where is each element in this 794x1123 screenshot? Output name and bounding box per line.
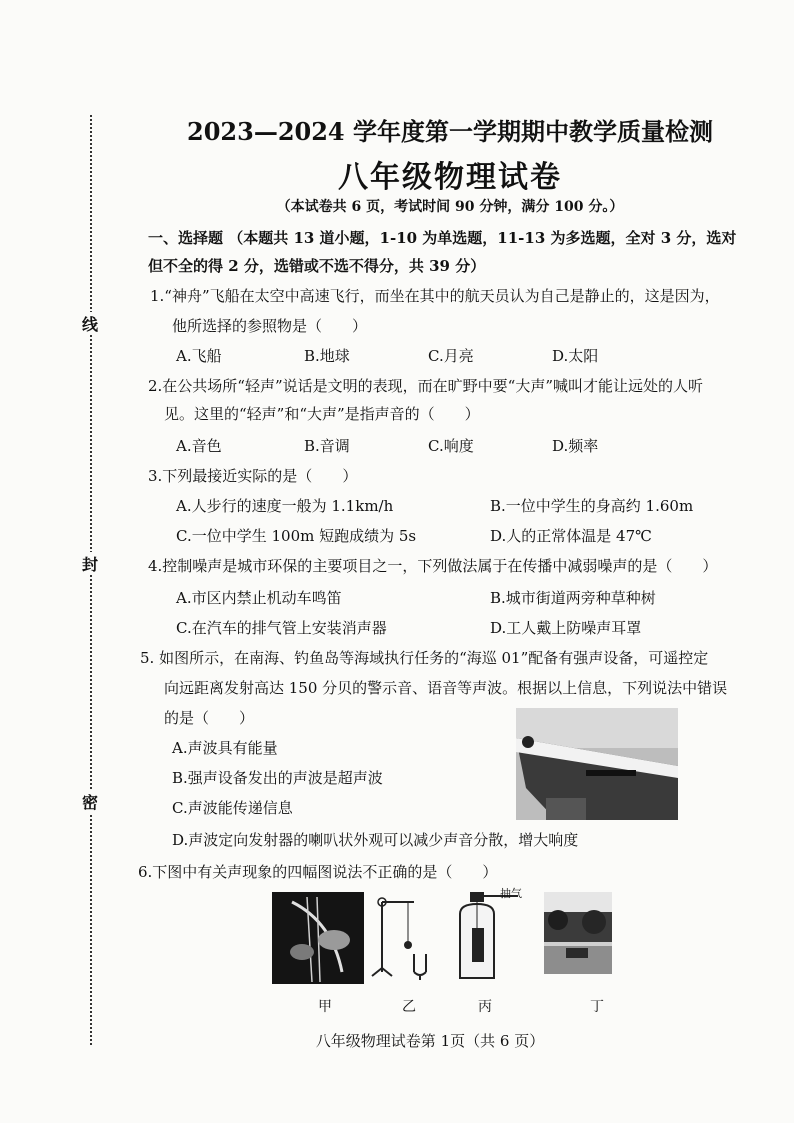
q5-option-a: A.声波具有能量 <box>172 739 278 757</box>
violin-illustration <box>272 892 364 984</box>
q4-stem: 4.控制噪声是城市环保的主要项目之一，下列做法属于在传播中减弱噪声的是（ ） <box>148 557 718 575</box>
fig-yi-tuning-fork <box>368 892 438 984</box>
margin-char-feng: 封 <box>78 552 102 575</box>
q4-option-b: B.城市街道两旁种草种树 <box>490 589 656 607</box>
fig-jia-violin <box>272 892 364 984</box>
margin-char-xian: 线 <box>78 312 102 335</box>
q1-option-c: C.月亮 <box>428 347 474 365</box>
ship-illustration <box>516 708 678 820</box>
q4-option-c: C.在汽车的排气管上安装消声器 <box>176 619 387 637</box>
q5-option-c: C.声波能传递信息 <box>172 799 293 817</box>
q1-option-d: D.太阳 <box>552 347 599 365</box>
q3-option-b: B.一位中学生的身高约 1.60m <box>490 497 694 515</box>
exam-note: （本试卷共 6 页，考试时间 90 分钟，满分 100 分。） <box>276 199 624 215</box>
street-illustration <box>544 892 612 974</box>
caption-bing: 丙 <box>478 999 492 1015</box>
q1-stem-line2: 他所选择的参照物是（ ） <box>172 317 368 335</box>
q4-option-d: D.工人戴上防噪声耳罩 <box>490 619 642 637</box>
q3-stem: 3.下列最接近实际的是（ ） <box>148 467 358 485</box>
q3-option-a: A.人步行的速度一般为 1.1km/h <box>176 497 394 515</box>
q2-option-c: C.响度 <box>428 437 474 455</box>
exam-subtitle: 八年级物理试卷 <box>338 160 562 195</box>
caption-jia: 甲 <box>318 999 332 1015</box>
q2-option-a: A.音色 <box>176 437 222 455</box>
q3-option-d: D.人的正常体温是 47℃ <box>490 527 652 545</box>
q5-stem-line2: 向远距离发射高达 150 分贝的警示音、语音等声波。根据以上信息，下列说法中错误 <box>164 679 728 697</box>
q4-option-a: A.市区内禁止机动车鸣笛 <box>176 589 342 607</box>
caption-yi: 乙 <box>402 999 416 1015</box>
binding-margin-line <box>90 115 92 1045</box>
q2-option-b: B.音调 <box>304 437 350 455</box>
q5-option-b: B.强声设备发出的声波是超声波 <box>172 769 383 787</box>
q1-option-a: A.飞船 <box>176 347 222 365</box>
section-heading-line1: 一、选择题 （本题共 13 道小题，1-10 为单选题，11-13 为多选题，全对 3 分，选对 <box>148 229 737 247</box>
q1-stem-line1: 1.“神舟”飞船在太空中高速飞行，而坐在其中的航天员认为自己是静止的，这是因为， <box>150 287 720 305</box>
q2-stem-line1: 2.在公共场所“轻声”说话是文明的表现，而在旷野中要“大声”喊叫才能让远处的人听 <box>148 377 703 395</box>
q5-ship-photo <box>516 708 678 820</box>
q1-option-b: B.地球 <box>304 347 350 365</box>
q6-stem: 6.下图中有关声现象的四幅图说法不正确的是（ ） <box>138 863 498 881</box>
q3-option-c: C.一位中学生 100m 短跑成绩为 5s <box>176 527 417 545</box>
exam-title: 2023—2024 学年度第一学期期中教学质量检测 <box>187 117 713 146</box>
section-heading-line2: 但不全的得 2 分，选错或不选不得分，共 39 分） <box>148 257 486 275</box>
q5-option-d: D.声波定向发射器的喇叭状外观可以减少声音分散，增大响度 <box>172 831 579 849</box>
margin-char-mi: 密 <box>78 790 102 813</box>
q5-stem-line1: 5. 如图所示，在南海、钓鱼岛等海域执行任务的“海巡 01”配备有强声设备，可遥控定 <box>140 649 709 667</box>
page-footer: 八年级物理试卷第 1页（共 6 页） <box>315 1032 545 1050</box>
q5-stem-line3: 的是（ ） <box>164 709 255 727</box>
q2-option-d: D.频率 <box>552 437 599 455</box>
label-pump: 抽气 <box>500 887 522 900</box>
caption-ding: 丁 <box>590 999 604 1015</box>
fig-ding-street-photo <box>544 892 612 974</box>
q2-stem-line2: 见。这里的“轻声”和“大声”是指声音的（ ） <box>164 405 480 423</box>
